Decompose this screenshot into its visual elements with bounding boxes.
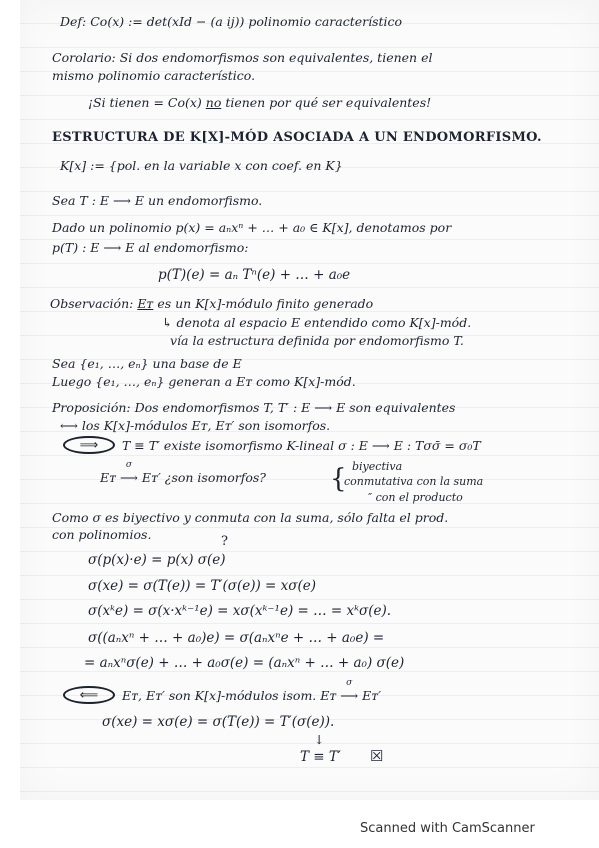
- notebook-page: [20, 0, 599, 800]
- remark-line: [88, 95, 431, 110]
- proposition-line-2: ⟷ los K[x]-módulos Eᴛ, Eᴛ′ son isomorfos.: [60, 418, 331, 433]
- definition-line: Def: Co(x) := det(xId − (a ij)) polinomio característico: [60, 14, 403, 29]
- scanner-watermark: Scanned with CamScanner: [360, 821, 535, 836]
- backward-target: Eᴛ′: [358, 688, 382, 703]
- et-right: Eᴛ′ ¿son isomorfos?: [137, 470, 266, 485]
- remark-no: no: [205, 95, 222, 110]
- section-heading: ESTRUCTURA DE K[X]-MÓD ASOCIADA A UN ENDOMORFISMO.: [52, 130, 542, 145]
- backward-direction-line: [122, 678, 382, 703]
- observation-line-2: ↳ denota al espacio E entendido como K[x]-mód.: [162, 315, 472, 330]
- backward-sigma-label: σ: [346, 678, 353, 688]
- proposition-line-1: Proposición: Dos endomorfismos T, T′ : E ⟶ E son equivalentes: [52, 400, 456, 415]
- backward-text: Eᴛ, Eᴛ′ son K[x]-módulos isom. Eᴛ: [122, 688, 341, 703]
- sigma-arrow: σ ⟶: [120, 460, 138, 485]
- equation-5: = aₙxⁿσ(e) + … + a₀σ(e) = (aₙxⁿ + … + a₀) σ(e): [84, 655, 405, 671]
- remark-text-1: ¡Si tienen = Co(x): [88, 95, 206, 110]
- argument-line-2: con polinomios.: [52, 527, 152, 542]
- observation-text: es un K[x]-módulo finito generado: [153, 296, 374, 311]
- brace-item-biyectiva: biyectiva: [352, 460, 403, 473]
- equation-3: σ(xᵏe) = σ(x·xᵏ⁻¹e) = xσ(xᵏ⁻¹e) = … = xᵏσ(e).: [88, 603, 392, 619]
- observation-line-3: vía la estructura definida por endomorfismo T.: [170, 333, 464, 348]
- equation-1: σ(p(x)·e) = p(x) σ(e): [88, 552, 226, 568]
- brace-item-suma: conmutativa con la suma: [344, 475, 484, 488]
- equation-4: σ((aₙxⁿ + … + a₀)e) = σ(aₙxⁿe + … + a₀e) =: [88, 630, 385, 646]
- equation-2: σ(xe) = σ(T(e)) = T′(σ(e)) = xσ(e): [88, 578, 317, 594]
- brace-icon: {: [330, 464, 347, 494]
- generate-line: Luego {e₁, …, eₙ} generan a Eᴛ como K[x]-mód.: [52, 374, 356, 389]
- backward-sigma-arrow: σ ⟶: [340, 678, 359, 703]
- polynomial-line-1: Dado un polinomio p(x) = aₙxⁿ + … + a₀ ∈ K[x], denotamos por: [52, 220, 452, 235]
- observation-label: Observación:: [50, 296, 138, 311]
- qed-icon: ☒: [370, 747, 384, 765]
- polynomial-line-2: p(T) : E ⟶ E al endomorfismo:: [52, 240, 249, 255]
- p-of-t-formula: p(T)(e) = aₙ Tⁿ(e) + … + a₀e: [158, 267, 351, 283]
- kx-definition: K[x] := {pol. en la variable x con coef. en K}: [60, 158, 343, 173]
- down-arrow-icon: ↓: [314, 732, 325, 747]
- endomorphism-line: Sea T : E ⟶ E un endomorfismo.: [52, 193, 263, 208]
- forward-direction-line: T ≡ T′ existe isomorfismo K-lineal σ : E ⟶ E : Tσσ̄ = σ₀T: [122, 438, 481, 453]
- sigma-label: σ: [125, 460, 133, 470]
- basis-line: Sea {e₁, …, eₙ} una base de E: [52, 356, 242, 371]
- forward-implication-circle: ⟹: [63, 436, 115, 454]
- corollary-line-2: mismo polinomio característico.: [52, 68, 256, 83]
- argument-line-1: Como σ es biyectivo y conmuta con la suma, sólo falta el prod.: [52, 510, 449, 525]
- backward-implication-circle: ⟸: [63, 686, 115, 704]
- isomorphic-question-line: [100, 460, 266, 485]
- conclusion: T ≡ T′: [300, 749, 341, 765]
- remark-text-2: tienen por qué ser equivalentes!: [221, 95, 432, 110]
- et-left: Eᴛ: [100, 470, 121, 485]
- backward-equation: σ(xe) = xσ(e) = σ(T(e)) = T′(σ(e)).: [102, 714, 335, 730]
- question-mark: ?: [221, 534, 228, 549]
- brace-item-producto: ″ con el producto: [368, 491, 463, 504]
- observation-et: Eᴛ: [137, 296, 154, 311]
- corollary-line-1: Corolario: Si dos endomorfismos son equivalentes, tienen el: [52, 50, 433, 65]
- observation-line-1: [50, 296, 373, 311]
